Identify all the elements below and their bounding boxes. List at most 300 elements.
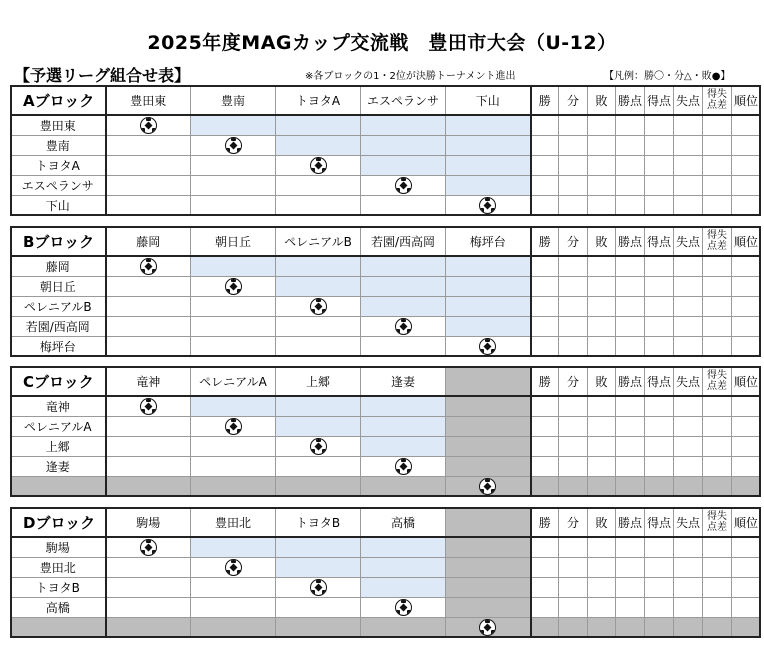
stat-header: 失点 (674, 367, 703, 397)
match-result-cell (191, 598, 276, 618)
stat-cell (616, 396, 645, 417)
self-match-cell (276, 578, 361, 598)
stat-cell (674, 277, 703, 297)
stat-cell (616, 176, 645, 196)
match-result-cell (361, 115, 446, 136)
stat-cell (531, 136, 559, 156)
stat-cell (674, 297, 703, 317)
stat-header: 順位 (732, 86, 761, 116)
team-name: 若園/西高岡 (11, 317, 106, 337)
team-name: エスペランサ (11, 176, 106, 196)
opponent-header: ペレニアルB (276, 227, 361, 257)
match-result-cell (446, 317, 531, 337)
stat-cell (616, 317, 645, 337)
match-result-cell (106, 136, 191, 156)
unused-cell (446, 437, 531, 457)
stat-cell (559, 156, 588, 176)
unused-cell (446, 578, 531, 598)
opponent-header: 豊田北 (191, 508, 276, 538)
stat-cell (645, 537, 674, 558)
match-result-cell (191, 537, 276, 558)
stat-header: 順位 (732, 367, 761, 397)
stat-cell (616, 578, 645, 598)
stat-cell (559, 437, 588, 457)
stat-cell (732, 115, 761, 136)
unused-cell (191, 477, 276, 497)
stat-cell (674, 618, 703, 638)
self-match-cell (191, 558, 276, 578)
unused-cell (446, 457, 531, 477)
stat-cell (703, 598, 732, 618)
match-result-cell (361, 578, 446, 598)
soccer-ball-icon (140, 539, 157, 556)
result-legend: 【凡例：勝〇・分△・敗●】 (604, 71, 731, 82)
soccer-ball-icon (479, 338, 496, 355)
stat-cell (588, 457, 616, 477)
unused-cell (361, 618, 446, 638)
match-result-cell (446, 297, 531, 317)
team-row (11, 537, 761, 558)
team-name: 梅坪台 (11, 337, 106, 357)
soccer-ball-icon (395, 458, 412, 475)
stat-cell (703, 618, 732, 638)
stat-cell (645, 277, 674, 297)
soccer-ball-icon (140, 117, 157, 134)
unused-cell (276, 618, 361, 638)
team-name: トヨタB (11, 578, 106, 598)
team-name: トヨタA (11, 156, 106, 176)
team-row (11, 317, 761, 337)
stat-cell (732, 477, 761, 497)
unused-column-header (446, 508, 531, 538)
opponent-header: 下山 (446, 86, 531, 116)
stat-cell (703, 537, 732, 558)
stat-cell (703, 136, 732, 156)
team-name: 逢妻 (11, 457, 106, 477)
stat-cell (588, 297, 616, 317)
block-table-a (10, 85, 761, 216)
soccer-ball-icon (140, 398, 157, 415)
stat-cell (616, 457, 645, 477)
self-match-cell (191, 136, 276, 156)
stat-cell (531, 115, 559, 136)
advancement-note: ※各ブロックの1・2位が決勝トーナメント進出 (305, 71, 516, 82)
team-name: 下山 (11, 196, 106, 216)
stat-cell (616, 598, 645, 618)
block-name: Cブロック (11, 367, 106, 397)
stat-cell (703, 337, 732, 357)
stat-cell (645, 558, 674, 578)
match-result-cell (361, 417, 446, 437)
stat-cell (616, 136, 645, 156)
opponent-header: 梅坪台 (446, 227, 531, 257)
stat-cell (703, 457, 732, 477)
section-heading: 【予選リーグ組合せ表】 (14, 66, 191, 85)
stat-cell (674, 337, 703, 357)
stat-cell (616, 337, 645, 357)
stat-header: 得失点差 (703, 86, 732, 116)
stat-cell (674, 558, 703, 578)
match-result-cell (106, 297, 191, 317)
self-match-cell (361, 598, 446, 618)
stat-cell (732, 457, 761, 477)
stat-cell (559, 136, 588, 156)
stat-cell (732, 578, 761, 598)
stat-cell (703, 156, 732, 176)
team-row (11, 156, 761, 176)
match-result-cell (106, 578, 191, 598)
stat-cell (616, 618, 645, 638)
self-match-cell (191, 417, 276, 437)
stat-cell (703, 417, 732, 437)
team-row (11, 558, 761, 578)
stat-cell (588, 256, 616, 277)
stat-cell (732, 337, 761, 357)
soccer-ball-icon (310, 157, 327, 174)
stat-cell (674, 256, 703, 277)
stat-cell (703, 256, 732, 277)
opponent-header: ペレニアルA (191, 367, 276, 397)
stat-cell (559, 618, 588, 638)
team-row (11, 176, 761, 196)
stat-cell (645, 417, 674, 437)
stat-cell (531, 477, 559, 497)
soccer-ball-icon (310, 438, 327, 455)
unused-column-header (446, 367, 531, 397)
unused-cell (446, 558, 531, 578)
block-name: Bブロック (11, 227, 106, 257)
stat-cell (645, 396, 674, 417)
stat-cell (703, 115, 732, 136)
match-result-cell (361, 256, 446, 277)
match-result-cell (191, 437, 276, 457)
match-result-cell (276, 196, 361, 216)
match-result-cell (361, 297, 446, 317)
stat-cell (531, 156, 559, 176)
block-table-d (10, 507, 761, 638)
stat-cell (559, 176, 588, 196)
match-result-cell (191, 578, 276, 598)
stat-cell (645, 598, 674, 618)
team-row (11, 115, 761, 136)
stat-cell (703, 277, 732, 297)
stat-cell (732, 558, 761, 578)
self-match-cell (446, 477, 531, 497)
unused-cell (446, 537, 531, 558)
stat-cell (732, 537, 761, 558)
match-result-cell (106, 176, 191, 196)
stat-cell (616, 156, 645, 176)
stat-cell (531, 578, 559, 598)
stat-cell (531, 396, 559, 417)
soccer-ball-icon (225, 418, 242, 435)
stat-cell (732, 598, 761, 618)
stat-header: 分 (559, 227, 588, 257)
unused-cell (361, 477, 446, 497)
team-name: ペレニアルA (11, 417, 106, 437)
match-result-cell (106, 196, 191, 216)
self-match-cell (191, 277, 276, 297)
stat-cell (703, 558, 732, 578)
stat-cell (645, 457, 674, 477)
stat-cell (559, 196, 588, 216)
stat-cell (588, 277, 616, 297)
stat-cell (616, 437, 645, 457)
stat-header: 勝点 (616, 227, 645, 257)
stat-cell (588, 618, 616, 638)
soccer-ball-icon (225, 278, 242, 295)
opponent-header: 豊南 (191, 86, 276, 116)
stat-cell (674, 396, 703, 417)
stat-cell (674, 136, 703, 156)
match-result-cell (446, 176, 531, 196)
unused-row-label (11, 618, 106, 638)
stat-cell (645, 437, 674, 457)
team-name: 豊田北 (11, 558, 106, 578)
stat-cell (674, 115, 703, 136)
stat-header: 敗 (588, 367, 616, 397)
team-name: 高橋 (11, 598, 106, 618)
team-row (11, 337, 761, 357)
stat-cell (616, 417, 645, 437)
unused-cell (106, 477, 191, 497)
stat-cell (645, 618, 674, 638)
stat-cell (674, 578, 703, 598)
stat-cell (703, 578, 732, 598)
match-result-cell (276, 277, 361, 297)
match-result-cell (361, 136, 446, 156)
stat-cell (559, 558, 588, 578)
unused-cell (106, 618, 191, 638)
opponent-header: 藤岡 (106, 227, 191, 257)
opponent-header: トヨタA (276, 86, 361, 116)
stat-cell (559, 256, 588, 277)
stat-cell (559, 337, 588, 357)
stat-cell (559, 457, 588, 477)
soccer-ball-icon (479, 619, 496, 636)
stat-cell (531, 317, 559, 337)
stat-cell (616, 477, 645, 497)
match-result-cell (446, 115, 531, 136)
stat-cell (732, 176, 761, 196)
stat-cell (531, 297, 559, 317)
unused-row-label (11, 477, 106, 497)
stat-cell (531, 437, 559, 457)
team-row (11, 297, 761, 317)
page-title: 2025年度MAGカップ交流戦 豊田市大会（U-12） (147, 32, 617, 54)
stat-cell (588, 317, 616, 337)
opponent-header: 上郷 (276, 367, 361, 397)
match-result-cell (191, 176, 276, 196)
stat-cell (531, 256, 559, 277)
stat-header: 分 (559, 508, 588, 538)
soccer-ball-icon (395, 318, 412, 335)
match-result-cell (446, 277, 531, 297)
stat-header: 敗 (588, 86, 616, 116)
soccer-ball-icon (479, 478, 496, 495)
match-result-cell (106, 317, 191, 337)
stat-header: 勝点 (616, 508, 645, 538)
stat-cell (559, 598, 588, 618)
stat-cell (645, 256, 674, 277)
stat-header: 勝 (531, 86, 559, 116)
stat-cell (531, 598, 559, 618)
match-result-cell (191, 317, 276, 337)
stat-header: 得失点差 (703, 508, 732, 538)
stat-cell (616, 196, 645, 216)
match-result-cell (446, 136, 531, 156)
match-result-cell (191, 256, 276, 277)
stat-cell (616, 256, 645, 277)
soccer-ball-icon (225, 559, 242, 576)
soccer-ball-icon (395, 177, 412, 194)
stat-cell (588, 176, 616, 196)
stat-cell (531, 277, 559, 297)
stat-header: 失点 (674, 86, 703, 116)
stat-cell (588, 417, 616, 437)
stat-cell (732, 136, 761, 156)
stat-cell (703, 477, 732, 497)
match-result-cell (276, 457, 361, 477)
opponent-header: 朝日丘 (191, 227, 276, 257)
stat-cell (531, 196, 559, 216)
opponent-header: 高橋 (361, 508, 446, 538)
team-row (11, 396, 761, 417)
stat-cell (674, 156, 703, 176)
stat-cell (588, 337, 616, 357)
block-table-b (10, 226, 761, 357)
match-result-cell (106, 598, 191, 618)
team-name: 豊南 (11, 136, 106, 156)
self-match-cell (361, 317, 446, 337)
team-row (11, 417, 761, 437)
stat-cell (732, 256, 761, 277)
stat-header: 勝点 (616, 86, 645, 116)
stat-cell (588, 136, 616, 156)
match-result-cell (106, 558, 191, 578)
stat-cell (732, 156, 761, 176)
match-result-cell (106, 156, 191, 176)
stat-cell (559, 578, 588, 598)
stat-cell (559, 537, 588, 558)
match-result-cell (446, 256, 531, 277)
stat-cell (645, 337, 674, 357)
opponent-header: 逢妻 (361, 367, 446, 397)
team-name: 駒場 (11, 537, 106, 558)
stat-cell (588, 396, 616, 417)
stat-cell (616, 558, 645, 578)
stat-cell (559, 297, 588, 317)
block-name: Aブロック (11, 86, 106, 116)
stat-cell (645, 297, 674, 317)
match-result-cell (276, 115, 361, 136)
unused-cell (446, 417, 531, 437)
match-result-cell (276, 417, 361, 437)
match-result-cell (106, 337, 191, 357)
stat-header: 得失点差 (703, 227, 732, 257)
stat-cell (645, 156, 674, 176)
opponent-header: 豊田東 (106, 86, 191, 116)
stat-cell (531, 417, 559, 437)
stat-cell (588, 196, 616, 216)
stat-cell (732, 317, 761, 337)
opponent-header: トヨタB (276, 508, 361, 538)
stat-cell (674, 196, 703, 216)
stat-header: 得失点差 (703, 367, 732, 397)
stat-cell (645, 176, 674, 196)
stat-cell (531, 618, 559, 638)
stat-header: 得点 (645, 86, 674, 116)
stat-cell (588, 477, 616, 497)
stat-cell (645, 317, 674, 337)
team-name: 朝日丘 (11, 277, 106, 297)
stat-cell (559, 417, 588, 437)
match-result-cell (276, 558, 361, 578)
stat-header: 勝点 (616, 367, 645, 397)
match-result-cell (106, 457, 191, 477)
stat-cell (645, 115, 674, 136)
stat-header: 失点 (674, 508, 703, 538)
unused-cell (446, 598, 531, 618)
team-name: 竜神 (11, 396, 106, 417)
stat-cell (531, 457, 559, 477)
block-table-c (10, 366, 761, 497)
match-result-cell (276, 396, 361, 417)
stat-cell (588, 578, 616, 598)
match-result-cell (446, 156, 531, 176)
stat-cell (559, 115, 588, 136)
self-match-cell (361, 176, 446, 196)
match-result-cell (106, 417, 191, 437)
self-match-cell (361, 457, 446, 477)
match-result-cell (191, 156, 276, 176)
match-result-cell (276, 176, 361, 196)
opponent-header: 駒場 (106, 508, 191, 538)
stat-cell (732, 277, 761, 297)
stat-cell (732, 196, 761, 216)
self-match-cell (106, 256, 191, 277)
match-result-cell (276, 337, 361, 357)
stat-cell (588, 598, 616, 618)
stat-cell (674, 457, 703, 477)
unused-cell (446, 396, 531, 417)
match-result-cell (276, 136, 361, 156)
match-result-cell (276, 256, 361, 277)
match-result-cell (191, 115, 276, 136)
soccer-ball-icon (225, 137, 242, 154)
stat-cell (703, 396, 732, 417)
match-result-cell (276, 537, 361, 558)
opponent-header: 竜神 (106, 367, 191, 397)
match-result-cell (191, 457, 276, 477)
stat-cell (674, 176, 703, 196)
stat-cell (559, 317, 588, 337)
self-match-cell (276, 297, 361, 317)
stat-cell (732, 437, 761, 457)
stat-cell (732, 417, 761, 437)
stat-cell (588, 115, 616, 136)
unused-cell (191, 618, 276, 638)
team-row (11, 598, 761, 618)
stat-cell (645, 196, 674, 216)
match-result-cell (361, 337, 446, 357)
opponent-header: エスペランサ (361, 86, 446, 116)
soccer-ball-icon (310, 579, 327, 596)
stat-cell (645, 578, 674, 598)
match-result-cell (361, 196, 446, 216)
team-row (11, 196, 761, 216)
stat-header: 得点 (645, 508, 674, 538)
